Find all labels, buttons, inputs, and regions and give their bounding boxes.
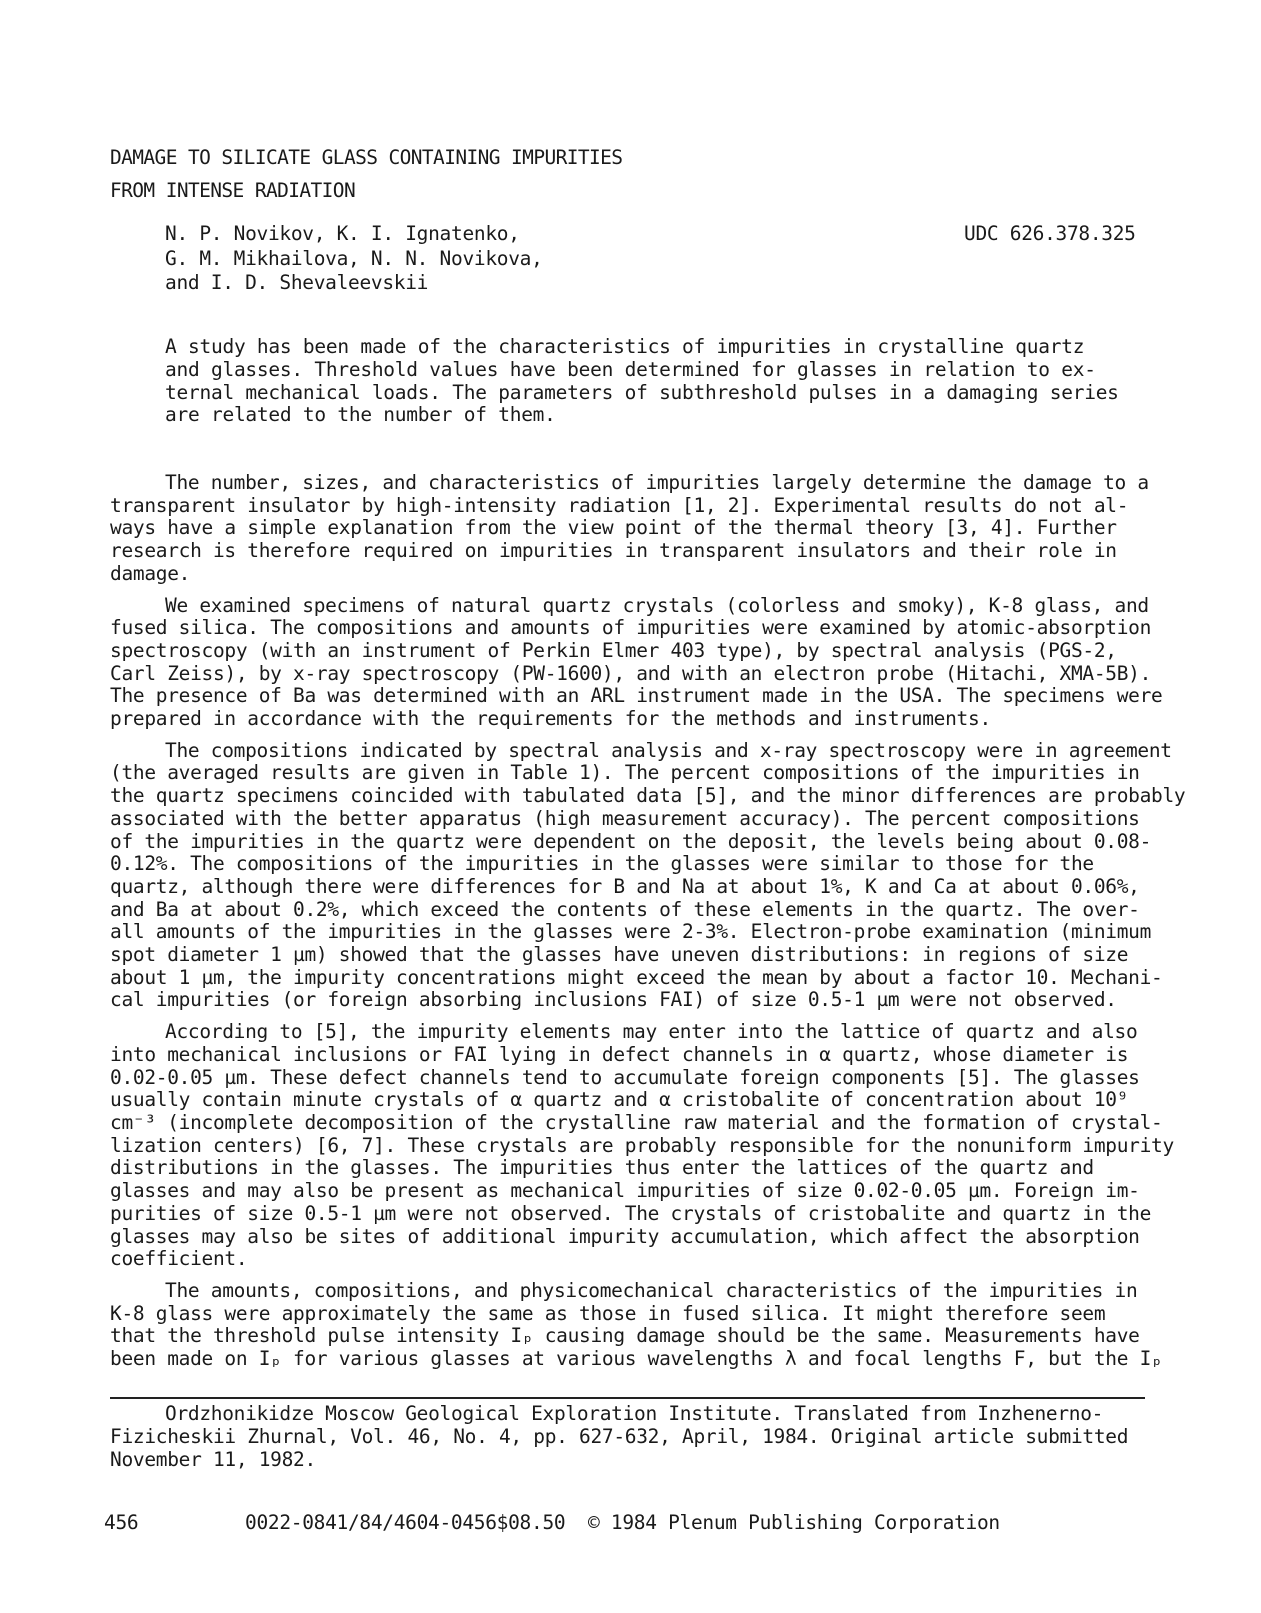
body-line: glasses may also be sites of additional impurity accumulation, which affect the absorption — [110, 1224, 1140, 1248]
paragraph-3 — [110, 738, 1186, 1012]
body-text — [110, 471, 1186, 1380]
body-line: purities of size 0.5-1 µm were not observed. The crystals of cristobalite and quartz in the — [110, 1201, 1152, 1225]
body-line: into mechanical inclusions or FAI lying in defect channels in α quartz, whose diameter is — [110, 1042, 1129, 1066]
body-line: ways have a simple explanation from the view point of the thermal theory [3, 4]. Further — [110, 516, 1117, 540]
abstract — [165, 335, 1119, 427]
body-line: been made on Iₚ for various glasses at various wavelengths λ and focal lengths F, but the Iₚ — [110, 1347, 1163, 1371]
body-line: coefficient. — [110, 1247, 248, 1271]
paragraph-4 — [110, 1020, 1174, 1271]
body-line: usually contain minute crystals of α quartz and α cristobalite of concentration about 10⁹ — [110, 1088, 1129, 1112]
author-line: N. P. Novikov, K. I. Ignatenko, — [165, 222, 520, 245]
body-line: cm⁻³ (incomplete decomposition of the crystalline raw material and the formation of crystal- — [110, 1110, 1163, 1134]
body-line: (the averaged results are given in Table 1). The percent compositions of the impurities in — [110, 761, 1140, 785]
footnote-divider — [110, 1397, 1145, 1399]
abstract-line: ternal mechanical loads. The parameters of subthreshold pulses in a damaging series — [165, 380, 1119, 404]
body-line: prepared in accordance with the requirements for the methods and instruments. — [110, 707, 991, 731]
paragraph-1 — [110, 472, 1160, 586]
title-line-1: DAMAGE TO SILICATE GLASS CONTAINING IMPURITIES — [110, 146, 623, 169]
footnote-line: November 11, 1982. — [110, 1448, 316, 1471]
footnote-line: Ordzhonikidze Moscow Geological Exploration Institute. Translated from Inzhenerno- — [165, 1402, 1104, 1425]
title-line-2: FROM INTENSE RADIATION — [110, 179, 356, 202]
author-list — [165, 222, 725, 296]
body-line: that the threshold pulse intensity Iₚ causing damage should be the same. Measurements have — [110, 1324, 1140, 1348]
copyright-notice: © 1984 Plenum Publishing Corporation — [588, 1511, 1000, 1534]
body-line: all amounts of the impurities in the glasses were 2-3%. Electron-probe examination (minimum — [110, 920, 1152, 944]
body-line: damage. — [110, 561, 191, 585]
body-line: The compositions indicated by spectral analysis and x-ray spectroscopy were in agreement — [165, 738, 1172, 762]
body-line: spot diameter 1 µm) showed that the glasses have uneven distributions: in regions of size — [110, 943, 1129, 967]
udc-code: UDC 626.378.325 — [964, 222, 1136, 245]
body-line: We examined specimens of natural quartz crystals (colorless and smoky), K-8 glass, and — [165, 593, 1149, 617]
body-line: Carl Zeiss), by x-ray spectroscopy (PW-1600), and with an electron probe (Hitachi, XMA-5B). — [110, 661, 1152, 685]
body-line: lization centers) [6, 7]. These crystals are probably responsible for the nonuniform impurity — [110, 1133, 1174, 1157]
article-code: 0022-0841/84/4604-0456$08.50 — [245, 1511, 566, 1534]
body-line: 0.02-0.05 µm. These defect channels tend to accumulate foreign components [5]. The glasses — [110, 1065, 1140, 1089]
abstract-line: and glasses. Threshold values have been determined for glasses in relation to ex- — [165, 357, 1096, 381]
body-line: fused silica. The compositions and amounts of impurities were examined by atomic-absorption — [110, 616, 1152, 640]
body-line: transparent insulator by high-intensity radiation [1, 2]. Experimental results do not al- — [110, 493, 1129, 517]
body-line: cal impurities (or foreign absorbing inclusions FAI) of size 0.5-1 µm were not observed. — [110, 988, 1117, 1012]
body-line: The amounts, compositions, and physicomechanical characteristics of the impurities in — [165, 1278, 1138, 1302]
abstract-line: are related to the number of them. — [165, 403, 556, 427]
footnote — [110, 1402, 1130, 1471]
author-line: and I. D. Shevaleevskii — [165, 271, 429, 294]
body-line: research is therefore required on impurities in transparent insulators and their role in — [110, 539, 1117, 563]
body-line: quartz, although there were differences for B and Na at about 1%, K and Ca at about 0.06%, — [110, 874, 1140, 898]
body-line: distributions in the glasses. The impurities thus enter the lattices of the quartz and — [110, 1156, 1094, 1180]
body-line: and Ba at about 0.2%, which exceed the contents of these elements in the quartz. The over- — [110, 897, 1140, 921]
body-line: glasses and may also be present as mechanical impurities of size 0.02-0.05 µm. Foreign im- — [110, 1179, 1140, 1203]
abstract-line: A study has been made of the characteristics of impurities in crystalline quartz — [165, 335, 1085, 358]
body-line: According to [5], the impurity elements may enter into the lattice of quartz and also — [165, 1020, 1138, 1044]
body-line: about 1 µm, the impurity concentrations might exceed the mean by about a factor 10. Mechani- — [110, 965, 1163, 989]
body-line: K-8 glass were approximately the same as those in fused silica. It might therefore seem — [110, 1301, 1106, 1325]
body-line: 0.12%. The compositions of the impurities in the glasses were similar to those for the — [110, 852, 1094, 876]
body-line: The number, sizes, and characteristics of impurities largely determine the damage to a — [165, 471, 1149, 494]
paragraph-5 — [110, 1278, 1163, 1371]
body-line: spectroscopy (with an instrument of Perkin Elmer 403 type), by spectral analysis (PGS-2, — [110, 638, 1117, 662]
paper-title — [110, 141, 810, 207]
body-line: The presence of Ba was determined with an ARL instrument made in the USA. The specimens were — [110, 684, 1163, 708]
footnote-line: Fizicheskii Zhurnal, Vol. 46, No. 4, pp. 627-632, April, 1984. Original article submitted — [110, 1425, 1129, 1448]
paragraph-2 — [110, 593, 1163, 731]
body-line: the quartz specimens coincided with tabulated data [5], and the minor differences are probably — [110, 784, 1186, 808]
body-line: of the impurities in the quartz were dependent on the deposit, the levels being about 0.08- — [110, 829, 1152, 853]
author-line: G. M. Mikhailova, N. N. Novikova, — [165, 246, 543, 270]
body-line: associated with the better apparatus (high measurement accuracy). The percent compositions — [110, 806, 1140, 830]
page-number: 456 — [104, 1511, 139, 1534]
